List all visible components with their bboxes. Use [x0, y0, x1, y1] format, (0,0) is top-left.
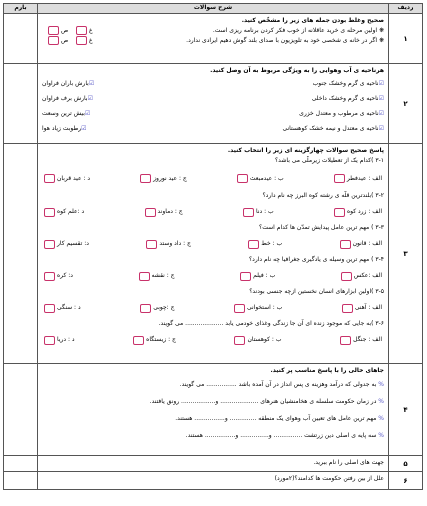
question-number: ۱	[389, 14, 423, 64]
score-cell	[4, 14, 38, 64]
option-checkbox[interactable]	[140, 304, 151, 313]
header-score: بارم	[4, 4, 38, 14]
score-cell	[4, 64, 38, 144]
option-checkbox[interactable]	[237, 174, 248, 183]
match-left: ناحیه ی معتدل و نیمه خشک کوهستانی	[282, 125, 379, 132]
mcq-item	[42, 191, 384, 223]
match-right: بارش برف فراوان	[42, 95, 88, 102]
option-label: ب : خط	[261, 240, 283, 247]
header-row-number: ردیف	[389, 4, 423, 14]
statement: ❋ اگر در خانه ی شخصی خود به تلویزیون با صدای بلند گوش دهیم ایرادی ندارد.	[186, 37, 384, 44]
question-number: ۶	[389, 472, 423, 490]
option-checkbox[interactable]	[139, 272, 150, 281]
option-label: الف : آهنی	[354, 304, 382, 311]
score-cell	[4, 472, 38, 490]
question-number: ۳	[389, 144, 423, 364]
question-number: ۵	[389, 456, 423, 472]
true-label: ص	[61, 37, 69, 44]
option-checkbox[interactable]	[234, 336, 245, 345]
true-label: ص	[61, 27, 69, 34]
question-row-1	[4, 14, 423, 64]
option-label: ج : دماوند	[157, 208, 183, 215]
score-cell	[4, 456, 38, 472]
option-checkbox[interactable]	[334, 174, 345, 183]
mcq-item	[42, 156, 384, 191]
question-body	[38, 364, 389, 456]
false-checkbox[interactable]	[76, 36, 87, 45]
fill-blank-item: % به جدولی که درآمد وهزینه ی پس انداز در آن آمده باشد ................ می گویند.	[179, 381, 384, 388]
question-body	[38, 472, 389, 490]
option-checkbox[interactable]	[341, 272, 352, 281]
question-number: ۲	[389, 64, 423, 144]
option-label: د : عید قربان	[57, 175, 91, 182]
question-title: جاهای خالی را با پاسخ مناسب پر کنید.	[270, 367, 384, 374]
match-left: ناحیه ی گرم وخشک داخلی	[311, 95, 379, 102]
mcq-item	[42, 287, 384, 319]
fill-blank-text: مهم ترین عامل های تعیین آب وهوای یک منطقه .............. و................ هستند.	[175, 415, 377, 422]
question-text: علل از بین رفتن حکومت ها کدامند؟(۲مورد)	[274, 475, 384, 482]
fill-blank-item: % مهم ترین عامل های تعیین آب وهوای یک منطقه .............. و................ هستند.	[175, 415, 384, 422]
mcq-question: ۳-۳ ) مهم ترین عامل پیدایش تمدّن ها کدام است؟	[259, 224, 384, 231]
option-checkbox[interactable]	[44, 304, 55, 313]
option-label: الف : جنگل	[353, 336, 382, 343]
mcq-question: ۳-۱ )کدام یک از تعطیلات زیرملّی می باشد؟	[275, 157, 384, 164]
option-checkbox[interactable]	[146, 240, 157, 249]
fill-blank-text: سه پایه ی اصلی دین زرتشت ............... و............... و................ هستند.	[185, 432, 377, 439]
checkbox-icon: ☑	[88, 80, 95, 87]
option-label: ج : داد وستد	[159, 240, 191, 247]
option-label: ب : دنا	[256, 208, 274, 215]
question-text: جهت های اصلی را نام ببرید.	[313, 459, 384, 466]
option-label: الف :عکس	[353, 272, 382, 279]
match-right: بیش ترین وسعت	[42, 110, 85, 117]
mcq-item	[42, 223, 384, 255]
false-label: غ	[89, 27, 93, 34]
fill-blank-item: % سه پایه ی اصلی دین زرتشت ............... و............... و................ هستند.	[185, 432, 384, 439]
header-description: شرح سوالات	[38, 4, 389, 14]
option-label: د : دریا	[57, 336, 75, 343]
question-row-4	[4, 364, 423, 456]
fill-blank-text: به جدولی که درآمد وهزینه ی پس انداز در آن آمده باشد ................ می گویند.	[179, 381, 377, 388]
statement: ❋ اولین مرحله ی خرید عاقلانه از خوب فکر کردن برنامه ریزی است.	[212, 27, 384, 34]
question-row-2	[4, 64, 423, 144]
true-false-item	[42, 26, 384, 36]
option-label: الف : قانون	[352, 240, 382, 247]
option-label: د: کره	[57, 272, 73, 279]
questions-table	[3, 3, 423, 490]
mcq-options	[42, 166, 384, 191]
mcq-options	[42, 297, 384, 319]
option-label: ج :چوبی	[153, 304, 175, 311]
question-body	[38, 64, 389, 144]
match-right: رطوبت زیاد هوا	[42, 125, 82, 132]
fill-blank-item: % در زمان حکومت سلسله ی هخامنشیان هنرهای .................... و.................. رونق یافتند.	[149, 398, 384, 405]
option-checkbox[interactable]	[340, 336, 351, 345]
checkbox-icon: ☑	[378, 95, 384, 102]
option-label: ج : زیستگاه	[146, 336, 176, 343]
match-row	[42, 76, 384, 91]
mcq-options	[42, 233, 384, 255]
question-title: هرناحیه ی آب وهوایی را به ویژگی مربوط به آن وصل کنید.	[210, 67, 384, 74]
match-left: ناحیه ی مرطوب و معتدل خزری	[299, 110, 379, 117]
option-label: د: تقسیم کار	[57, 240, 89, 247]
mcq-item	[42, 255, 384, 287]
checkbox-icon: ☑	[87, 95, 93, 102]
mcq-question: ۳-۴ ) مهم ترین وسیله ی یادگیری جغرافیا چه نام دارد؟	[248, 256, 384, 263]
option-checkbox[interactable]	[234, 304, 245, 313]
option-checkbox[interactable]	[133, 336, 144, 345]
mcq-question: ۳-۲ )بلندترین قلّه ی رشته کوه البرز چه نام دارد؟	[262, 192, 384, 199]
option-label: الف : زرد کوه	[346, 208, 382, 215]
question-title: صحیح وغلط بودن جمله های زیر را مشخّص کنید.	[241, 17, 384, 24]
match-row	[42, 106, 384, 121]
match-right: بارش باران فراوان	[42, 80, 89, 87]
question-row-5	[4, 456, 423, 472]
question-body	[38, 144, 389, 364]
option-checkbox[interactable]	[340, 240, 351, 249]
option-checkbox[interactable]	[44, 240, 55, 249]
mcq-options	[42, 329, 384, 351]
option-checkbox[interactable]	[145, 208, 156, 217]
checkbox-icon: ☑	[378, 80, 384, 87]
option-checkbox[interactable]	[44, 336, 55, 345]
table-header	[4, 4, 423, 14]
option-checkbox[interactable]	[342, 304, 353, 313]
true-checkbox[interactable]	[48, 26, 59, 35]
option-label: ب : استخوانی	[246, 304, 283, 311]
option-label: ب : فیلم	[253, 272, 276, 279]
exam-sheet	[3, 3, 422, 502]
question-body	[38, 14, 389, 64]
match-row	[42, 121, 384, 136]
match-left: ناحیه ی گرم وخشک جنوب	[312, 80, 379, 87]
true-checkbox[interactable]	[48, 36, 59, 45]
question-body	[38, 456, 389, 472]
mcq-item	[42, 319, 384, 351]
option-label: د :علم کوه	[57, 208, 85, 215]
fill-blank-text: در زمان حکومت سلسله ی هخامنشیان هنرهای .................... و.................. رونق یافتند.	[149, 398, 377, 405]
option-checkbox[interactable]	[334, 208, 345, 217]
option-label: الف : عیدفطر	[346, 175, 382, 182]
mcq-options	[42, 201, 384, 223]
checkbox-icon: ☑	[84, 110, 91, 117]
false-checkbox[interactable]	[76, 26, 87, 35]
option-label: ب : کوهستان	[247, 336, 282, 343]
mcq-question: ۳-۶ )به جایی که موجود زنده ای آن جا زندگی وغذای خودمی یابد .................... می گویند.	[158, 320, 384, 327]
true-false-item	[42, 36, 384, 46]
checkbox-icon: ☑	[81, 125, 87, 132]
option-checkbox[interactable]	[44, 174, 55, 183]
question-title: پاسخ صحیح سوالات چهارگزینه ای زیر را انتخاب کنید.	[227, 147, 384, 154]
question-row-6	[4, 472, 423, 490]
mcq-question: ۳-۵ )اولین ابزارهای انسان نخستین ازچه جنسی بودند؟	[249, 288, 384, 295]
option-checkbox[interactable]	[243, 208, 254, 217]
option-label: د : سنگی	[57, 304, 81, 311]
option-checkbox[interactable]	[44, 272, 55, 281]
option-checkbox[interactable]	[44, 208, 55, 217]
checkbox-icon: ☑	[378, 125, 384, 132]
question-row-3	[4, 144, 423, 364]
option-checkbox[interactable]	[248, 240, 259, 249]
score-cell	[4, 144, 38, 364]
match-row	[42, 91, 384, 106]
option-checkbox[interactable]	[140, 174, 151, 183]
option-label: ج : عید نوروز	[153, 175, 187, 182]
score-cell	[4, 364, 38, 456]
false-label: غ	[89, 37, 93, 44]
mcq-options	[42, 265, 384, 287]
option-label: ج : نقشه	[151, 272, 175, 279]
question-number: ۴	[389, 364, 423, 456]
option-checkbox[interactable]	[240, 272, 251, 281]
checkbox-icon: ☑	[378, 110, 384, 117]
option-label: ب : عیدمبعث	[249, 175, 284, 182]
